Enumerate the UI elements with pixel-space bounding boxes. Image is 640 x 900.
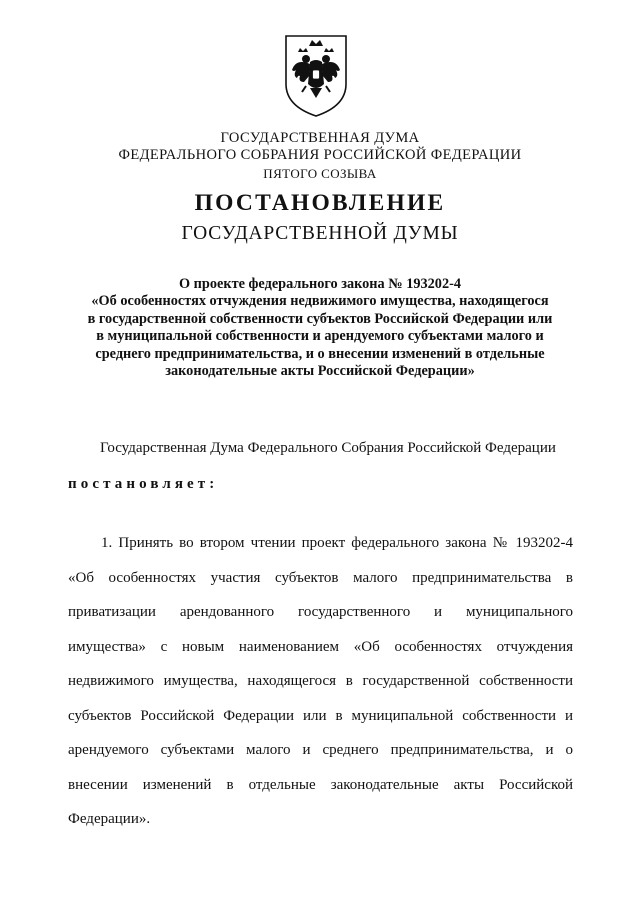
paragraph-line: «Об особенностях участия субъектов малого предпринимательства в bbox=[68, 569, 573, 586]
org-line-convocation: ПЯТОГО СОЗЫВА bbox=[263, 166, 377, 181]
org-line-federal-assembly: ФЕДЕРАЛЬНОГО СОБРАНИЯ РОССИЙСКОЙ ФЕДЕРАЦИИ bbox=[118, 147, 522, 163]
paragraph-line: Федерации». bbox=[68, 811, 151, 827]
preamble: Государственная Дума Федерального Собрания Российской Федерации bbox=[100, 440, 556, 456]
paragraph-line: имущества» с новым наименованием «Об особенностях отчуждения bbox=[68, 638, 573, 655]
subject-line: в государственной собственности субъектов Российской Федерации или bbox=[87, 310, 553, 327]
org-line-duma: ГОСУДАРСТВЕННАЯ ДУМА bbox=[220, 130, 420, 146]
subject-line: законодательные акты Российской Федерации» bbox=[165, 363, 475, 380]
coat-of-arms-icon bbox=[280, 32, 352, 118]
document-title: ПОСТАНОВЛЕНИЕ bbox=[194, 190, 446, 216]
subject-line: «Об особенностях отчуждения недвижимого имущества, находящегося bbox=[91, 293, 549, 310]
paragraph-line: 1. Принять во втором чтении проект федерального закона № 193202-4 bbox=[101, 535, 573, 551]
resolution-paragraph bbox=[68, 532, 573, 843]
paragraph-line: недвижимого имущества, находящегося в государственной собственности bbox=[68, 673, 573, 689]
subject-line: среднего предпринимательства, и о внесении изменений в отдельные bbox=[95, 345, 545, 362]
paragraph-line: внесении изменений в отдельные законодательные акты Российской bbox=[68, 776, 573, 793]
document-subject bbox=[60, 276, 580, 380]
paragraph-line: арендуемого субъектами малого и среднего предпринимательства, и о bbox=[68, 742, 573, 758]
paragraph-line: субъектов Российской Федерации или в муниципальной собственности и bbox=[68, 707, 573, 724]
subject-line: в муниципальной собственности и арендуемого субъектами малого и bbox=[96, 328, 544, 345]
subject-line: О проекте федерального закона № 193202-4 bbox=[178, 276, 462, 292]
document-subtitle: ГОСУДАРСТВЕННОЙ ДУМЫ bbox=[181, 223, 459, 244]
resolves-word: постановляет: bbox=[68, 476, 219, 492]
paragraph-line: приватизации арендованного государственного и муниципального bbox=[68, 604, 573, 620]
